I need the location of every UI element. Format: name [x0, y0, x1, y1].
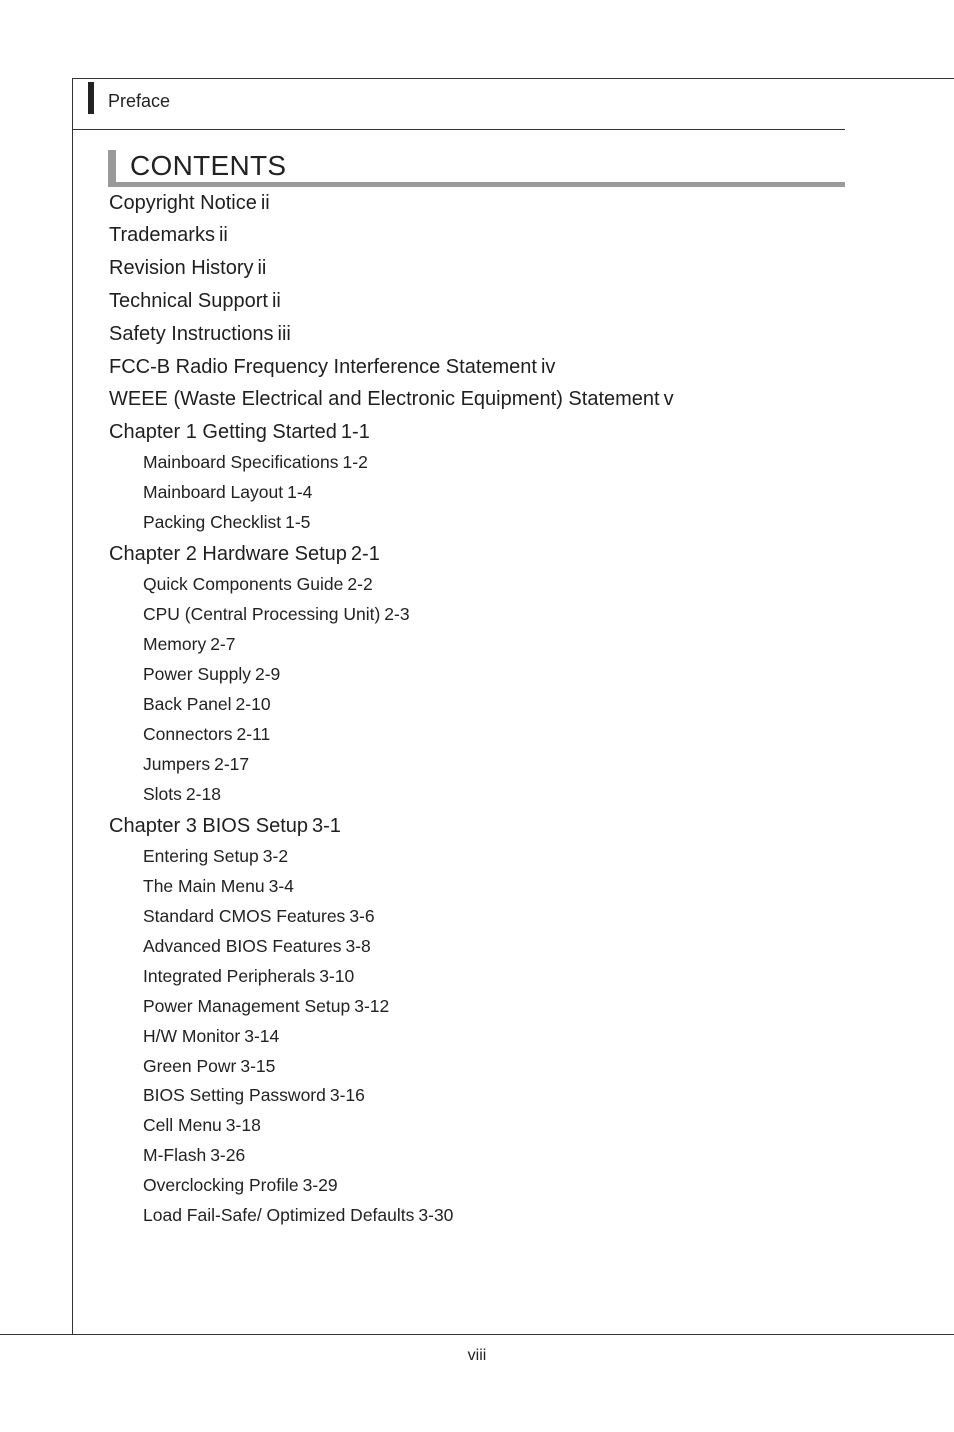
toc-entry-label: Standard CMOS Features: [143, 906, 346, 926]
toc-entry-label: Jumpers: [143, 754, 211, 774]
toc-entry-label: Chapter 1 Getting Started: [109, 421, 337, 443]
toc-entry-page: 3-18: [225, 1115, 261, 1135]
toc-entry-label: FCC-B Radio Frequency Interference Statement: [109, 356, 537, 378]
toc-entry-page: v: [663, 388, 674, 410]
toc-entry-page: 2-2: [347, 574, 373, 594]
toc-entry-page: 2-9: [254, 664, 281, 684]
frame-left-rule: [72, 78, 73, 1335]
toc-entry-page: 2-10: [235, 694, 271, 714]
toc-entry-page: 1-1: [340, 421, 370, 443]
toc-entry-label: Cell Menu: [143, 1115, 222, 1135]
section-header: Preface: [108, 91, 171, 111]
toc-entry-label: Trademarks: [109, 224, 215, 246]
toc-entry-page: 3-15: [240, 1056, 276, 1076]
toc-entry-page: 1-4: [287, 482, 313, 502]
page-number: viii: [467, 1347, 487, 1364]
toc-entry-label: Mainboard Layout: [143, 482, 284, 502]
toc-entry-page: 2-17: [214, 754, 250, 774]
toc-entry-page: 2-11: [236, 724, 271, 744]
toc-entry-page: 2-7: [210, 634, 236, 654]
toc-entry-page: 3-4: [268, 876, 294, 896]
toc-entry-label: Memory: [143, 634, 207, 654]
toc-entry-label: Mainboard Specifications: [143, 452, 339, 472]
toc-entry-page: 3-26: [210, 1145, 246, 1165]
toc-entry-label: CPU (Central Processing Unit): [143, 604, 381, 624]
toc-entry-page: 3-29: [302, 1175, 338, 1195]
toc-entry-label: Entering Setup: [143, 846, 259, 866]
toc-entry-label: WEEE (Waste Electrical and Electronic Equipment) Statement: [109, 388, 660, 410]
frame-top-rule: [72, 78, 954, 79]
toc-entry-label: H/W Monitor: [143, 1026, 241, 1046]
toc-entry-label: Chapter 3 BIOS Setup: [109, 815, 309, 837]
toc-entry-label: Green Powr: [143, 1056, 237, 1076]
toc-entry-page: 3-2: [262, 846, 289, 866]
toc-entry-label: Slots: [143, 784, 182, 804]
title-marker-bar: [108, 150, 116, 185]
toc-entry-page: ii: [257, 257, 267, 279]
toc-entry-label: Copyright Notice: [109, 192, 257, 214]
toc-entry-label: Quick Components Guide: [143, 574, 344, 594]
toc-entry-page: iv: [540, 356, 556, 378]
title-underline: [108, 182, 845, 187]
toc-entry-page: iii: [277, 323, 291, 345]
toc-entry-label: Power Supply: [143, 664, 251, 684]
toc-entry-page: ii: [218, 224, 228, 246]
page-title: CONTENTS: [130, 150, 287, 181]
toc-entry-page: 3-16: [329, 1085, 365, 1105]
toc-entry-label: Connectors: [143, 724, 233, 744]
toc-entry-page: 3-30: [418, 1205, 454, 1225]
toc-entry-page: 1-5: [285, 512, 311, 532]
toc-entry-label: The Main Menu: [143, 876, 265, 896]
toc-entry-label: Integrated Peripherals: [143, 966, 316, 986]
toc-entry-label: Technical Support: [109, 290, 268, 312]
toc-entry-label: M-Flash: [143, 1145, 207, 1165]
header-underline-rule: [72, 129, 845, 130]
toc-entry-label: Overclocking Profile: [143, 1175, 299, 1195]
toc-entry-label: Packing Checklist: [143, 512, 282, 532]
toc-entry-label: Safety Instructions: [109, 323, 274, 345]
toc-entry-page: ii: [271, 290, 281, 312]
toc-entry-label: Power Management Setup: [143, 996, 351, 1016]
toc-entry-page: 2-18: [185, 784, 221, 804]
toc-entry-page: 3-1: [312, 815, 341, 837]
toc-entry-label: Load Fail-Safe/ Optimized Defaults: [143, 1205, 415, 1225]
footer-rule: [0, 1334, 954, 1335]
toc-entry-label: Chapter 2 Hardware Setup: [109, 543, 347, 565]
toc-entry-page: 3-14: [244, 1026, 280, 1046]
toc-entry-page: 3-10: [319, 966, 355, 986]
header-marker-bar: [88, 82, 94, 114]
toc-entry-page: 2-1: [350, 543, 380, 565]
toc-entry-page: 3-12: [354, 996, 390, 1016]
toc-entry-label: Advanced BIOS Features: [143, 936, 342, 956]
toc-entry-label: BIOS Setting Password: [143, 1085, 326, 1105]
toc-entry-label: Back Panel: [143, 694, 232, 714]
toc-entry-label: Revision History: [109, 257, 254, 279]
toc-entry-page: 2-3: [384, 604, 410, 624]
toc-entry-page: 3-8: [345, 936, 371, 956]
toc-entry-page: 3-6: [349, 906, 375, 926]
toc-entry-page: ii: [260, 192, 270, 214]
toc-entry-page: 1-2: [342, 452, 368, 472]
